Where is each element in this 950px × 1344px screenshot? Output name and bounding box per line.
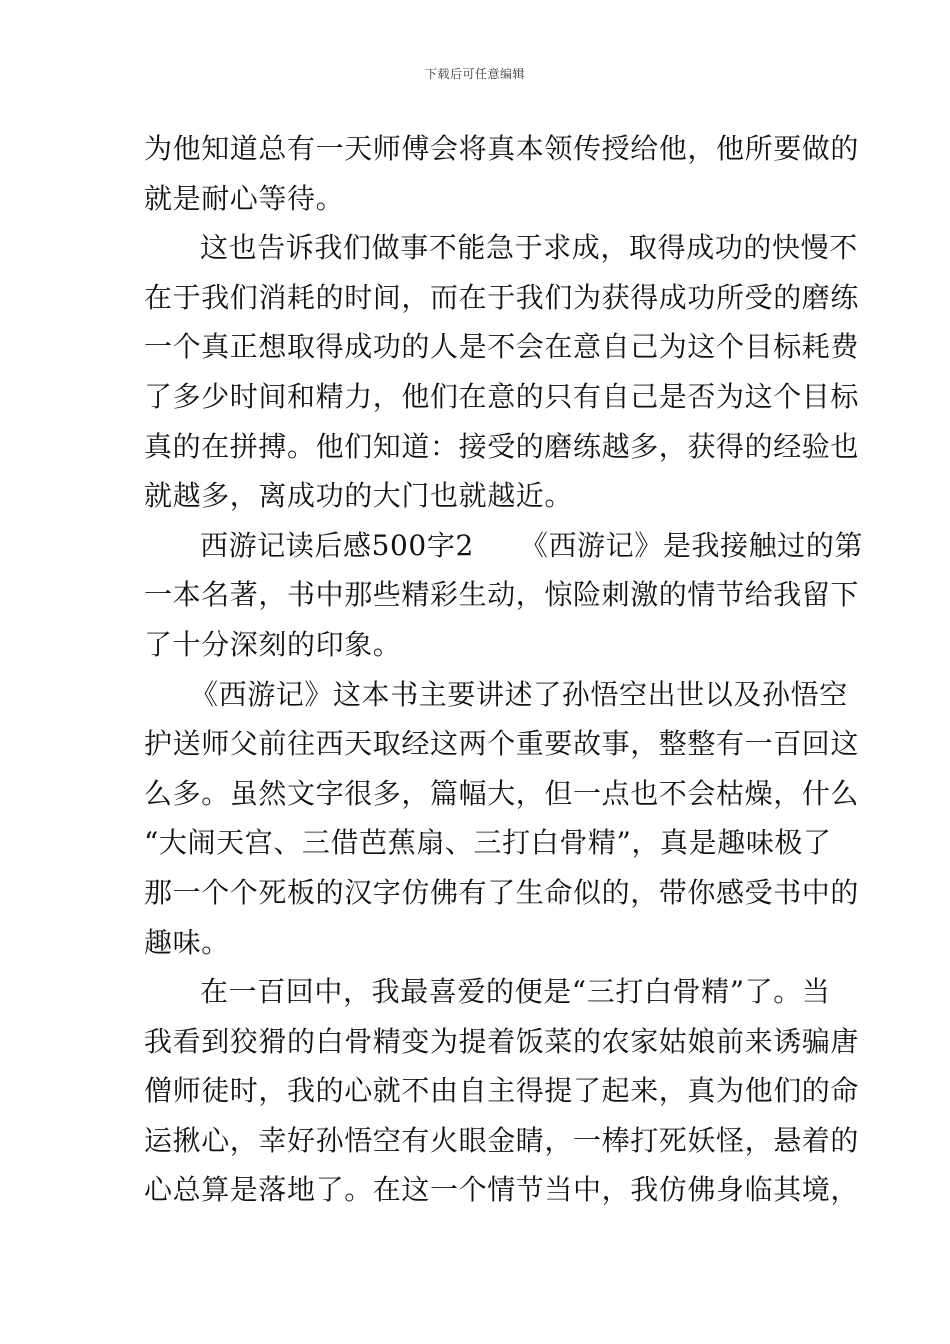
page-header: 下载后可任意编辑 — [424, 67, 525, 81]
text-line: 运揪心，幸好孙悟空有火眼金睛，一棒打死妖怪，悬着的 — [144, 1123, 860, 1157]
text-line — [144, 521, 864, 571]
text-line: “大闹天宫、三借芭蕉扇、三打白骨精”，真是趣味极了 — [144, 826, 832, 860]
text-line: 了多少时间和精力，他们在意的只有自己是否为这个目标 — [144, 379, 860, 413]
text-line: 僧师徒时，我的心就不由自主得提了起来，真为他们的命 — [144, 1074, 860, 1108]
text-line: 为他知道总有一天师傅会将真本领传授给他，他所要做的 — [144, 132, 860, 165]
text-line — [144, 670, 848, 720]
text-line: 一本名著，书中那些精彩生动，惊险刺激的情节给我留下 — [144, 578, 860, 612]
text-line: 就是耐心等待。 — [144, 181, 345, 215]
text-line: 在于我们消耗的时间，而在于我们为获得成功所受的磨练 — [144, 280, 860, 314]
text-line: 么多。虽然文字很多，篇幅大，但一点也不会枯燥，什么 — [144, 776, 860, 810]
paragraph — [144, 670, 860, 968]
text-line: 这也告诉我们做事不能急于求成，取得成功的快慢不 — [200, 231, 858, 265]
heading-lead-text: 《西游记》是我接触过的第 — [519, 528, 864, 562]
text-line: 在一百回中，我最喜爱的便是“三打白骨精”了。当 — [200, 975, 831, 1009]
paragraph — [144, 223, 860, 521]
text-line: 趣味。 — [144, 925, 230, 959]
text-line: 我看到狡猾的白骨精变为提着饭菜的农家姑娘前来诱骗唐 — [144, 1024, 860, 1058]
paragraph — [144, 124, 860, 223]
text-line: 护送师父前往西天取经这两个重要故事，整整有一百回这 — [144, 727, 860, 761]
text-line: 真的在拼搏。他们知道：接受的磨练越多，获得的经验也 — [144, 429, 860, 463]
text-line: 了十分深刻的印象。 — [144, 627, 402, 661]
text-line: 就越多，离成功的大门也就越近。 — [144, 479, 574, 513]
text-line: 那一个个死板的汉字仿佛有了生命似的，带你感受书中的 — [144, 875, 860, 909]
paragraph — [144, 967, 860, 1215]
section-heading: 西游记读后感500字2 — [200, 528, 474, 562]
paragraph — [144, 521, 864, 670]
text-line: 一个真正想取得成功的人是不会在意自己为这个目标耗费 — [144, 330, 860, 364]
text-line-inner: 《西游记》这本书主要讲述了孙悟空出世以及孙悟空 — [190, 677, 848, 711]
text-line: 心总算是落地了。在这一个情节当中，我仿佛身临其境， — [144, 1173, 860, 1207]
document-body — [144, 124, 864, 1215]
